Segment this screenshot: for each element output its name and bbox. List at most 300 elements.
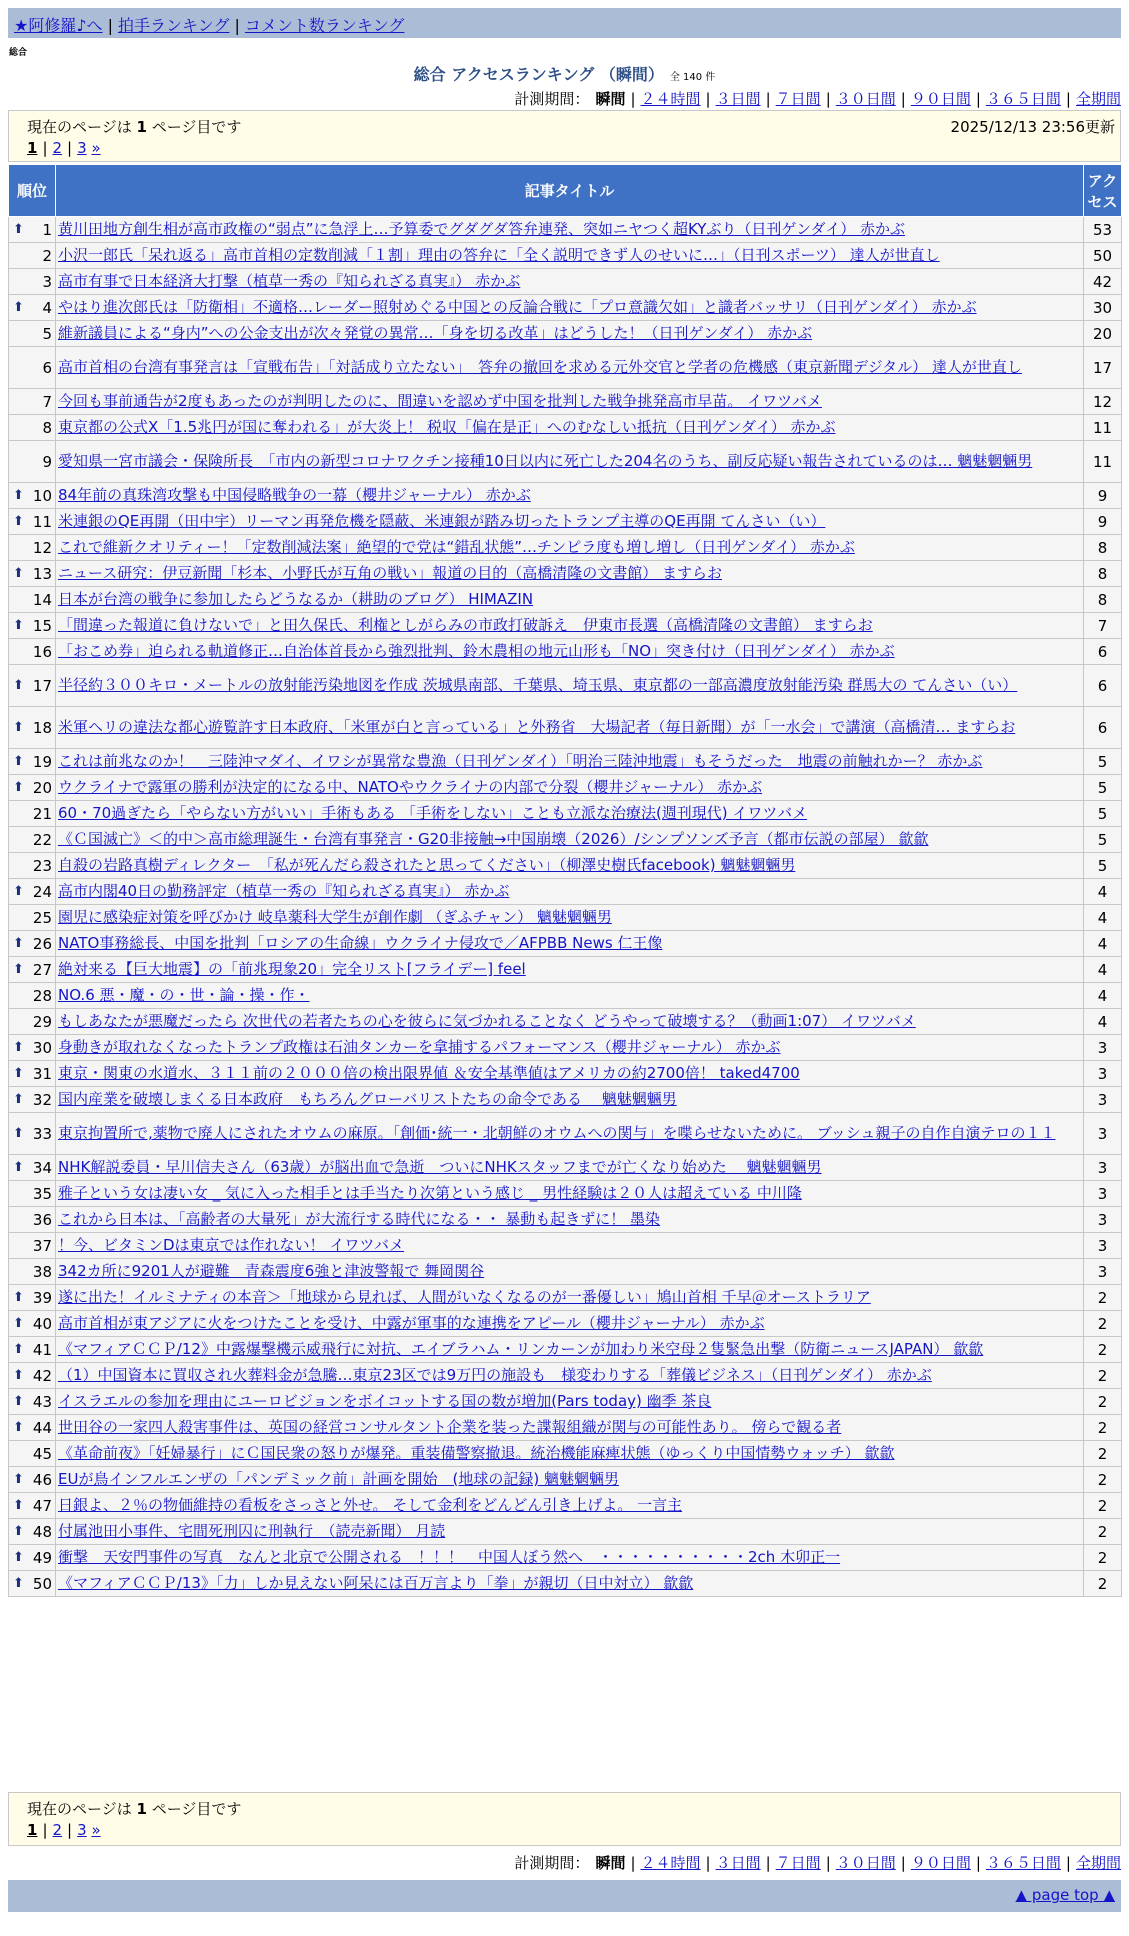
article-title-link[interactable]: 愛知県一宮市議会・保険所長 「市内の新型コロナワクチン接種10日以内に死亡した204名のうち、副反応疑い報告されているのは… 魑魅魍魎男 <box>58 452 1033 470</box>
article-title-link[interactable]: 東京拘置所で,薬物で廃人にされたオウムの麻原。「創価･統一・北朝鮮のオウムへの関与」を喋らせないために。 ブッシュ親子の自作自演テロの１１ <box>58 1124 1056 1142</box>
clap-ranking-link[interactable]: 拍手ランキング <box>117 16 230 35</box>
ranking-row <box>9 1441 1122 1467</box>
ranking-row <box>9 613 1122 639</box>
home-link[interactable]: ★阿修羅♪へ <box>14 16 103 35</box>
article-title-link[interactable]: 付属池田小事件、宅間死刑囚に刑執行 （読売新聞） 月読 <box>58 1522 446 1540</box>
rank-up-arrow-icon: ⬆ <box>13 487 24 503</box>
period-separator: | <box>975 90 981 108</box>
rank-cell <box>9 1363 56 1389</box>
access-count: 3 <box>1084 1259 1122 1285</box>
title-cell <box>56 243 1084 269</box>
rank-number: 44 <box>32 1418 52 1437</box>
rank-number: 9 <box>42 452 52 471</box>
updated-timestamp: 2025/12/13 23:56更新 <box>950 118 1115 136</box>
article-title-link[interactable]: 身動きが取れなくなったトランプ政権は石油タンカーを拿捕するパフォーマンス（櫻井ジャーナル） 赤かぶ <box>58 1038 781 1056</box>
access-count: 2 <box>1084 1441 1122 1467</box>
article-title-link[interactable]: 「間違った報道に負けないで」と田久保氏、利権としがらみの市政打破訴え 伊東市長選（高橋清隆の文書館） ますらお <box>58 616 873 634</box>
rank-cell <box>9 269 56 295</box>
access-count: 2 <box>1084 1467 1122 1493</box>
article-title-link[interactable]: 維新議員による“身内”への公金支出が次々発覚の異常…「身を切る改革」はどうした！（日刊ゲンダイ） 赤かぶ <box>58 324 813 342</box>
access-count: 4 <box>1084 1009 1122 1035</box>
rank-number: 39 <box>32 1288 52 1307</box>
access-count: 2 <box>1084 1415 1122 1441</box>
rank-cell <box>9 827 56 853</box>
title-cell <box>56 1311 1084 1337</box>
rank-number: 13 <box>32 564 52 583</box>
period-label: 計測期間： <box>514 90 590 108</box>
access-count: 5 <box>1084 749 1122 775</box>
ranking-row <box>9 1181 1122 1207</box>
next-page-link[interactable]: » <box>91 1821 101 1839</box>
rank-up-arrow-icon: ⬆ <box>13 513 24 529</box>
rank-cell <box>9 931 56 957</box>
title-cell <box>56 827 1084 853</box>
current-page-prefix: 現在のページは <box>27 118 132 136</box>
access-count: 11 <box>1084 441 1122 483</box>
article-title-link[interactable]: 絶対来る【巨大地震】の「前兆現象20」完全リスト[フライデー] feel <box>58 960 526 978</box>
rank-number: 43 <box>32 1392 52 1411</box>
article-title-link[interactable]: 今回も事前通告が2度もあったのが判明したのに、間違いを認めず中国を批判した戦争挑発高市早苗。 イワツバメ <box>58 392 822 410</box>
access-count: 2 <box>1084 1545 1122 1571</box>
ranking-row <box>9 1363 1122 1389</box>
article-title-link[interactable]: ニュース研究：伊豆新聞「杉本、小野氏が互角の戦い」報道の目的（高橋清隆の文書館） ますらお <box>58 564 723 582</box>
access-count: 5 <box>1084 801 1122 827</box>
rank-number: 34 <box>32 1158 52 1177</box>
title-cell <box>56 707 1084 749</box>
rank-cell <box>9 1009 56 1035</box>
ranking-row <box>9 347 1122 389</box>
rank-number: 50 <box>32 1574 52 1593</box>
article-title-link[interactable]: 高市有事で日本経済大打撃（植草一秀の『知られざる真実』） 赤かぶ <box>58 272 521 290</box>
title-cell <box>56 1233 1084 1259</box>
rank-cell <box>9 665 56 707</box>
article-title-link[interactable]: 日本が台湾の戦争に参加したらどうなるか（耕助のブログ） HIMAZIN <box>58 590 534 608</box>
rank-cell <box>9 1181 56 1207</box>
rank-cell <box>9 295 56 321</box>
period-separator: | <box>705 90 711 108</box>
rank-up-arrow-icon: ⬆ <box>13 719 24 735</box>
rank-cell <box>9 415 56 441</box>
ranking-row <box>9 749 1122 775</box>
title-cell <box>56 905 1084 931</box>
article-title-link[interactable]: ウクライナで露軍の勝利が決定的になる中、NATOやウクライナの内部で分裂（櫻井ジャーナル） 赤かぶ <box>58 778 763 796</box>
rank-cell <box>9 1545 56 1571</box>
rank-up-arrow-icon: ⬆ <box>13 677 24 693</box>
article-title-link[interactable]: 342カ所に9201人が避難 青森震度6強と津波警報で 舞岡関谷 <box>58 1262 485 1280</box>
article-title-link[interactable]: 東京・関東の水道水、３１１前の２０００倍の検出限界値 ＆安全基準値はアメリカの約2700倍！ taked4700 <box>58 1064 800 1082</box>
access-count: 3 <box>1084 1155 1122 1181</box>
current-page-number: 1 <box>136 118 147 136</box>
rank-number: 25 <box>32 908 52 927</box>
rank-up-arrow-icon: ⬆ <box>13 1419 24 1435</box>
access-count: 2 <box>1084 1311 1122 1337</box>
article-title-link[interactable]: 《マフィアＣＣＰ/13》「力」しか見えない阿呆には百万言より「拳」が親切（日中対立） 歙歙 <box>58 1574 694 1592</box>
access-count: 3 <box>1084 1207 1122 1233</box>
rank-cell <box>9 905 56 931</box>
title-cell <box>56 1363 1084 1389</box>
rank-cell <box>9 639 56 665</box>
rank-up-arrow-icon: ⬆ <box>13 961 24 977</box>
rank-cell <box>9 1467 56 1493</box>
title-cell <box>56 415 1084 441</box>
rank-number: 31 <box>32 1064 52 1083</box>
period-separator: | <box>630 90 636 108</box>
rank-number: 24 <box>32 882 52 901</box>
pagination <box>27 139 101 157</box>
access-count: 42 <box>1084 269 1122 295</box>
article-title-link[interactable]: （1）中国資本に買収され火葬料金が急騰…東京23区では9万円の施設も 様変わりする「葬儀ビジネス」（日刊ゲンダイ） 赤かぶ <box>58 1366 932 1384</box>
ranking-row <box>9 1389 1122 1415</box>
article-title-link[interactable]: これから日本は、「高齢者の大量死」が大流行する時代になる・・ 暴動も起きずに！ 墨染 <box>58 1210 661 1228</box>
rank-number: 5 <box>42 324 52 343</box>
ranking-row <box>9 1337 1122 1363</box>
access-count: 5 <box>1084 853 1122 879</box>
title-cell <box>56 1285 1084 1311</box>
ranking-row <box>9 879 1122 905</box>
page-link[interactable]: 3 <box>77 1821 87 1839</box>
period-option-link[interactable]: ２４時間 <box>640 1854 701 1872</box>
rank-up-arrow-icon: ⬆ <box>13 1065 24 1081</box>
article-title-link[interactable]: 国内産業を破壊しまくる日本政府 もちろんグローバリストたちの命令である 魑魅魍魎男 <box>58 1090 677 1108</box>
title-cell <box>56 1207 1084 1233</box>
article-title-link[interactable]: 東京都の公式X「1.5兆円が国に奪われる」が大炎上！ 税収「偏在是正」へのむなしい抵抗（日刊ゲンダイ） 赤かぶ <box>58 418 836 436</box>
article-title-link[interactable]: もしあなたが悪魔だったら 次世代の若者たちの心を彼らに気づかれることなく どうやって破壊する？（動画1:07） イワツバメ <box>58 1012 916 1030</box>
rank-cell <box>9 1285 56 1311</box>
page-link[interactable]: 2 <box>52 139 63 157</box>
title-cell <box>56 483 1084 509</box>
article-title-link[interactable]: ！今、ビタミンDは東京では作れない！ イワツバメ <box>58 1236 405 1254</box>
access-count: 2 <box>1084 1493 1122 1519</box>
rank-cell <box>9 483 56 509</box>
rank-number: 14 <box>32 590 52 609</box>
article-title-link[interactable]: 黄川田地方創生相が高市政権の“弱点”に急浮上…予算委でグダグダ答弁連発、突如ニヤつく超KYぶり（日刊ゲンダイ） 赤かぶ <box>58 220 905 238</box>
rank-up-arrow-icon: ⬆ <box>13 1341 24 1357</box>
ranking-row <box>9 1087 1122 1113</box>
article-title-link[interactable]: 小沢一郎氏「呆れ返る」高市首相の定数削減「１割」理由の答弁に「全く説明できず人のせいに…」（日刊スポーツ） 達人が世直し <box>58 246 940 264</box>
rank-number: 32 <box>32 1090 52 1109</box>
rank-cell <box>9 1519 56 1545</box>
rank-cell <box>9 775 56 801</box>
period-option-link[interactable]: ３０日間 <box>835 1854 896 1872</box>
article-title-link[interactable]: 衝撃 天安門事件の写真 なんと北京で公開される ！！！ 中国人ぼう然へ ・・・・・・・・・・2ch 木卯正一 <box>58 1548 841 1566</box>
ranking-row <box>9 1545 1122 1571</box>
current-page-text <box>27 116 241 137</box>
rank-cell <box>9 1155 56 1181</box>
period-separator: | <box>1065 90 1071 108</box>
ranking-row <box>9 415 1122 441</box>
rank-number: 35 <box>32 1184 52 1203</box>
period-option-link[interactable]: 全期間 <box>1075 90 1121 108</box>
rank-number: 22 <box>32 830 52 849</box>
rank-number: 2 <box>42 246 52 265</box>
current-page-number: 1 <box>136 1800 147 1818</box>
article-title-link[interactable]: 園児に感染症対策を呼びかけ 岐阜薬科大学生が創作劇 （ぎふチャン） 魑魅魍魎男 <box>58 908 612 926</box>
access-count: 2 <box>1084 1389 1122 1415</box>
ranking-row <box>9 295 1122 321</box>
access-count: 50 <box>1084 243 1122 269</box>
ranking-row <box>9 801 1122 827</box>
access-count: 30 <box>1084 295 1122 321</box>
title-cell <box>56 1087 1084 1113</box>
rank-number: 6 <box>42 358 52 377</box>
title-cell <box>56 801 1084 827</box>
rank-cell <box>9 749 56 775</box>
period-separator: | <box>705 1854 711 1872</box>
rank-number: 42 <box>32 1366 52 1385</box>
rank-up-arrow-icon: ⬆ <box>13 1549 24 1565</box>
page-info-bottom <box>8 1792 1121 1846</box>
ranking-row <box>9 535 1122 561</box>
period-option-link[interactable]: ７日間 <box>775 1854 821 1872</box>
total-count: 全 140 件 <box>669 72 716 83</box>
title-cell <box>56 389 1084 415</box>
rank-cell <box>9 389 56 415</box>
period-label: 計測期間： <box>514 1854 590 1872</box>
access-count: 2 <box>1084 1363 1122 1389</box>
page-top-link[interactable]: ▲ page top ▲ <box>1015 1886 1115 1904</box>
article-title-link[interactable]: 米軍ヘリの違法な都心遊覧許す日本政府、「米軍が白と言っている」と外務省 大場記者（毎日新聞）が「一水会」で講演（高橋清… ますらお <box>58 718 1016 736</box>
title-cell <box>56 775 1084 801</box>
title-cell <box>56 1519 1084 1545</box>
article-title-link[interactable]: 雅子という女は凄い女 _ 気に入った相手とは手当たり次第という感じ _ 男性経験は２０人は超えている 中川隆 <box>58 1184 802 1202</box>
period-separator: | <box>1065 1854 1071 1872</box>
access-count: 2 <box>1084 1285 1122 1311</box>
period-option-link[interactable]: 全期間 <box>1075 1854 1121 1872</box>
period-current: 瞬間 <box>595 90 626 108</box>
article-title-link[interactable]: これで維新クオリティー！「定数削減法案」絶望的で党は“錯乱状態”…チンピラ度も増し増し（日刊ゲンダイ） 赤かぶ <box>58 538 855 556</box>
access-count: 2 <box>1084 1519 1122 1545</box>
period-option-link[interactable]: ２４時間 <box>640 90 701 108</box>
ranking-title: 総合 アクセスランキング （瞬間） <box>413 65 664 84</box>
access-count: 8 <box>1084 561 1122 587</box>
current-page-text <box>27 1798 241 1819</box>
article-title-link[interactable]: NO.6 悪・魔・の・世・論・操・作・ <box>58 986 310 1004</box>
title-cell <box>56 1467 1084 1493</box>
title-cell <box>56 1415 1084 1441</box>
title-cell <box>56 639 1084 665</box>
rank-cell <box>9 321 56 347</box>
article-title-link[interactable]: 「おこめ券」迫られる軌道修正…自治体首長から強烈批判、鈴木農相の地元山形も「NO」突き付け（日刊ゲンダイ） 赤かぶ <box>58 642 895 660</box>
page-link-current[interactable]: 1 <box>27 1821 38 1839</box>
title-cell <box>56 1571 1084 1597</box>
rank-number: 20 <box>32 778 52 797</box>
title-cell <box>56 1337 1084 1363</box>
access-count: 3 <box>1084 1087 1122 1113</box>
article-title-link[interactable]: 《Ｃ国滅亡》＜的中＞高市総理誕生・台湾有事発言・G20非接触→中国崩壊（2026）/シンプソンズ予言（都市伝説の部屋） 歙歙 <box>58 830 929 848</box>
ranking-row <box>9 389 1122 415</box>
current-page-suffix: ページ目です <box>151 118 242 136</box>
title-cell <box>56 1113 1084 1155</box>
rank-up-arrow-icon: ⬆ <box>13 1575 24 1591</box>
article-title-link[interactable]: やはり進次郎氏は「防衛相」不適格…レーダー照射めぐる中国との反論合戦に「プロ意識欠如」と識者バッサリ（日刊ゲンダイ） 赤かぶ <box>58 298 977 316</box>
rank-up-arrow-icon: ⬆ <box>13 1315 24 1331</box>
rank-cell <box>9 853 56 879</box>
access-count: 17 <box>1084 347 1122 389</box>
access-count: 4 <box>1084 931 1122 957</box>
rank-number: 11 <box>32 512 52 531</box>
page-link-current[interactable]: 1 <box>27 139 38 157</box>
title-cell <box>56 853 1084 879</box>
article-title-link[interactable]: NATO事務総長、中国を批判「ロシアの生命線」ウクライナ侵攻で／AFPBB News 仁王像 <box>58 934 663 952</box>
article-title-link[interactable]: 世田谷の一家四人殺害事件は、英国の経営コンサルタント企業を装った諜報組織が関与の可能性あり。 傍らで観る者 <box>58 1418 842 1436</box>
title-cell <box>56 321 1084 347</box>
ranking-row <box>9 1519 1122 1545</box>
ranking-row <box>9 1493 1122 1519</box>
access-count: 8 <box>1084 535 1122 561</box>
ranking-row <box>9 1571 1122 1597</box>
rank-cell <box>9 957 56 983</box>
rank-number: 38 <box>32 1262 52 1281</box>
ranking-row <box>9 1155 1122 1181</box>
ranking-row <box>9 1259 1122 1285</box>
period-option-link[interactable]: ９０日間 <box>910 90 971 108</box>
access-count: 4 <box>1084 957 1122 983</box>
rank-number: 16 <box>32 642 52 661</box>
article-title-link[interactable]: 60・70過ぎたら「やらない方がいい」手術もある 「手術をしない」ことも立派な治療法(週刊現代) イワツバメ <box>58 804 808 822</box>
period-option-link[interactable]: ３６５日間 <box>985 1854 1061 1872</box>
pagination <box>27 1821 101 1839</box>
rank-cell <box>9 1035 56 1061</box>
pagination-separator: | <box>67 1821 73 1839</box>
article-title-link[interactable]: EUが鳥インフルエンザの「パンデミック前」計画を開始 (地球の記録) 魑魅魍魎男 <box>58 1470 620 1488</box>
title-cell <box>56 1493 1084 1519</box>
title-cell <box>56 295 1084 321</box>
article-title-link[interactable]: 米連銀のQE再開（田中宇）リーマン再発危機を隠蔽、米連銀が踏み切ったトランプ主導のQE再開 てんさい（い） <box>58 512 826 530</box>
top-navigation <box>8 8 1121 38</box>
ranking-row <box>9 775 1122 801</box>
rank-up-arrow-icon: ⬆ <box>13 753 24 769</box>
ranking-row <box>9 269 1122 295</box>
rank-cell <box>9 983 56 1009</box>
ranking-row <box>9 931 1122 957</box>
rank-cell <box>9 1571 56 1597</box>
rank-up-arrow-icon: ⬆ <box>13 565 24 581</box>
rank-up-arrow-icon: ⬆ <box>13 1289 24 1305</box>
rank-number: 26 <box>32 934 52 953</box>
period-option-link[interactable]: ３０日間 <box>835 90 896 108</box>
access-count: 3 <box>1084 1181 1122 1207</box>
access-count: 3 <box>1084 1233 1122 1259</box>
ranking-row <box>9 957 1122 983</box>
rank-number: 40 <box>32 1314 52 1333</box>
period-current: 瞬間 <box>595 1854 626 1872</box>
ranking-row <box>9 983 1122 1009</box>
next-page-link[interactable]: » <box>91 139 101 157</box>
current-page-suffix: ページ目です <box>151 1800 242 1818</box>
period-option-link[interactable]: ３６５日間 <box>985 90 1061 108</box>
access-count: 5 <box>1084 775 1122 801</box>
ranking-row <box>9 1061 1122 1087</box>
article-title-link[interactable]: イスラエルの参加を理由にユーロビジョンをボイコットする国の数が増加(Pars today) 幽季 茶良 <box>58 1392 712 1410</box>
rank-cell <box>9 801 56 827</box>
article-title-link[interactable]: これは前兆なのか！ 三陸沖マダイ、イワシが異常な豊漁（日刊ゲンダイ）「明治三陸沖地震」もそうだった 地震の前触れかー？ 赤かぶ <box>58 752 983 770</box>
article-title-link[interactable]: 自殺の岩路真樹ディレクター 「私が死んだら殺されたと思ってください」（柳澤史樹氏facebook) 魑魅魍魎男 <box>58 856 796 874</box>
access-header: アクセス <box>1084 165 1122 217</box>
period-option-link[interactable]: ９０日間 <box>910 1854 971 1872</box>
rank-cell <box>9 561 56 587</box>
access-count: 6 <box>1084 639 1122 665</box>
article-title-link[interactable]: NHK解説委員・早川信夫さん（63歳）が脳出血で急逝 ついにNHKスタッフまでが亡くなり始めた 魑魅魍魎男 <box>58 1158 822 1176</box>
rank-up-arrow-icon: ⬆ <box>13 1159 24 1175</box>
period-separator: | <box>825 90 831 108</box>
title-cell <box>56 957 1084 983</box>
rank-up-arrow-icon: ⬆ <box>13 299 24 315</box>
page-link[interactable]: 2 <box>52 1821 63 1839</box>
article-title-link[interactable]: 半径約３００キロ・メートルの放射能汚染地図を作成 茨城県南部、千葉県、埼玉県、東京都の一部高濃度放射能汚染 群馬大の てんさい（い） <box>58 676 1018 694</box>
access-count: 6 <box>1084 707 1122 749</box>
article-title-link[interactable]: 遂に出た！イルミナティの本音＞「地球から見れば、人間がいなくなるのが一番優しい」鳩山首相 千早＠オーストラリア <box>58 1288 871 1306</box>
period-option-link[interactable]: ３日間 <box>715 1854 761 1872</box>
ranking-row <box>9 243 1122 269</box>
ranking-row <box>9 1467 1122 1493</box>
rank-cell <box>9 535 56 561</box>
article-title-link[interactable]: 高市首相の台湾有事発言は「宣戦布告」「対話成り立たない」 答弁の撤回を求める元外交官と学者の危機感（東京新聞デジタル） 達人が世直し <box>58 358 1022 376</box>
rank-number: 49 <box>32 1548 52 1567</box>
period-option-link[interactable]: ３日間 <box>715 90 761 108</box>
article-title-link[interactable]: 高市首相が東アジアに火をつけたことを受け、中露が軍事的な連携をアピール（櫻井ジャーナル） 赤かぶ <box>58 1314 765 1332</box>
title-cell <box>56 879 1084 905</box>
ranking-row <box>9 561 1122 587</box>
period-selector-bottom <box>514 1852 1121 1873</box>
title-cell <box>56 1061 1084 1087</box>
rank-number: 48 <box>32 1522 52 1541</box>
article-title-link[interactable]: 《マフィアＣＣＰ/12》中露爆撃機示威飛行に対抗、エイブラハム・リンカーンが加わり米空母２隻緊急出撃（防衛ニュースJAPAN） 歙歙 <box>58 1340 984 1358</box>
rank-number: 45 <box>32 1444 52 1463</box>
rank-number: 15 <box>32 616 52 635</box>
ranking-row <box>9 1311 1122 1337</box>
title-cell <box>56 1155 1084 1181</box>
ranking-row <box>9 1035 1122 1061</box>
article-title-link[interactable]: 84年前の真珠湾攻撃も中国侵略戦争の一幕（櫻井ジャーナル） 赤かぶ <box>58 486 531 504</box>
ranking-row <box>9 905 1122 931</box>
comment-ranking-link[interactable]: コメント数ランキング <box>244 16 405 35</box>
article-title-link[interactable]: 高市内閣40日の勤務評定（植草一秀の『知られざる真実』） 赤かぶ <box>58 882 510 900</box>
period-separator: | <box>765 90 771 108</box>
access-count: 9 <box>1084 509 1122 535</box>
rank-number: 47 <box>32 1496 52 1515</box>
rank-cell <box>9 1233 56 1259</box>
rank-number: 29 <box>32 1012 52 1031</box>
article-title-link[interactable]: 《革命前夜》「妊婦暴行」にＣ国民衆の怒りが爆発。重装備警察撤退。統治機能麻痺状態（ゆっくり中国情勢ウォッチ） 歙歙 <box>58 1444 895 1462</box>
access-count: 7 <box>1084 613 1122 639</box>
period-option-link[interactable]: ７日間 <box>775 90 821 108</box>
page-link[interactable]: 3 <box>77 139 87 157</box>
rank-number: 21 <box>32 804 52 823</box>
access-count: 6 <box>1084 665 1122 707</box>
article-title-link[interactable]: 日銀よ、２％の物価維持の看板をさっさと外せ。 そして金利をどんどん引き上げよ。 一言主 <box>58 1496 683 1514</box>
access-count: 5 <box>1084 827 1122 853</box>
title-cell <box>56 1545 1084 1571</box>
rank-cell <box>9 1259 56 1285</box>
access-count: 9 <box>1084 483 1122 509</box>
title-cell <box>56 665 1084 707</box>
title-cell <box>56 749 1084 775</box>
title-cell <box>56 613 1084 639</box>
ranking-row <box>9 639 1122 665</box>
title-cell <box>56 1441 1084 1467</box>
rank-number: 3 <box>42 272 52 291</box>
rank-cell <box>9 217 56 243</box>
period-separator: | <box>900 1854 906 1872</box>
ranking-row <box>9 509 1122 535</box>
rank-cell <box>9 587 56 613</box>
rank-cell <box>9 879 56 905</box>
title-cell <box>56 561 1084 587</box>
rank-cell <box>9 1389 56 1415</box>
access-count: 20 <box>1084 321 1122 347</box>
ranking-row <box>9 1415 1122 1441</box>
title-cell <box>56 1181 1084 1207</box>
